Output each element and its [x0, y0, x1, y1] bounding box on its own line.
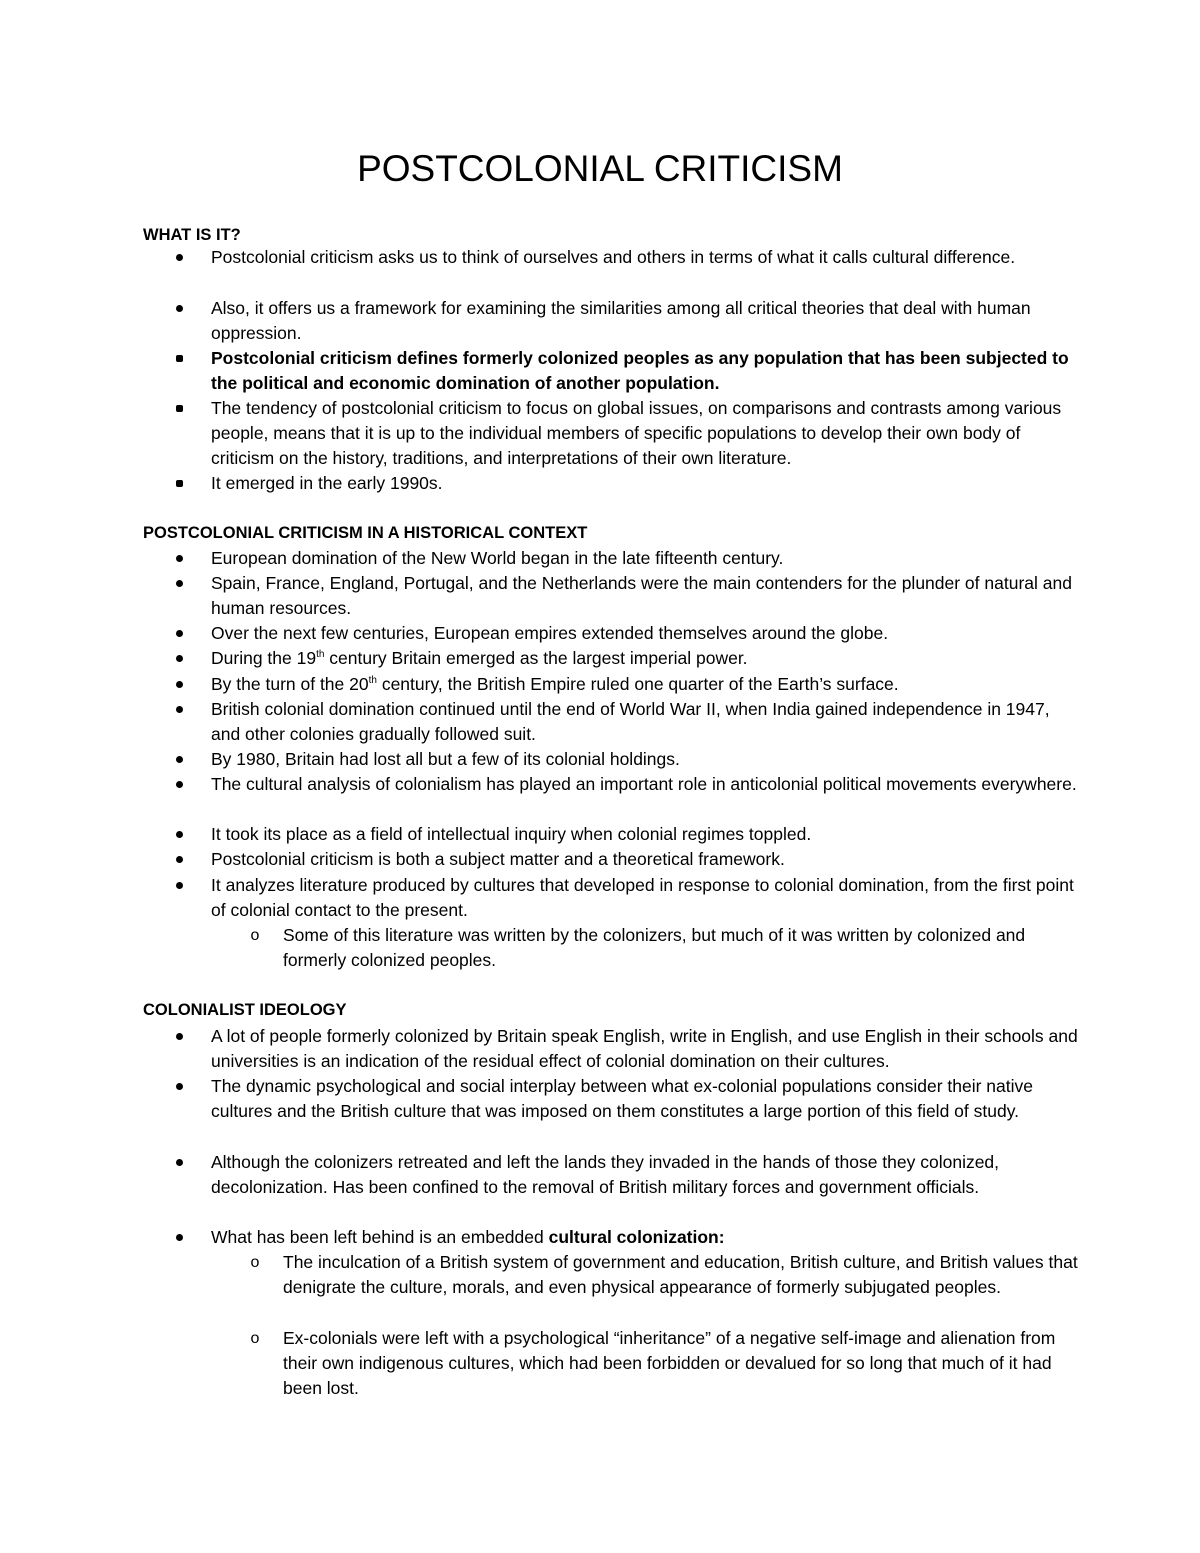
section-heading-colonialist-ideology: COLONIALIST IDEOLOGY [143, 1001, 347, 1019]
page-title: POSTCOLONIAL CRITICISM [357, 148, 843, 189]
sub-list-item: Some of this literature was written by the colonizers, but much of it was written by colonized and formerly colonized peoples. [283, 925, 1026, 971]
list-item: The tendency of postcolonial criticism to focus on global issues, on comparisons and contrasts among various people, means that it is up to the individual members of specific populations to develop their own body of criticism on the history, traditions, and interpretations of their own literature. [211, 398, 1062, 469]
bullet-icon [172, 847, 186, 872]
bullet-icon [172, 822, 186, 847]
bullet-icon [172, 621, 186, 646]
bullet-icon [172, 296, 186, 321]
bullet-icon [172, 747, 186, 772]
item-text: What has been left behind is an embedded [211, 1227, 549, 1247]
bullet-icon [172, 571, 186, 596]
list-item: The cultural analysis of colonialism has played an important role in anticolonial political movements everywhere. [211, 774, 1077, 794]
sub-bullet-marker: o [250, 1254, 260, 1271]
superscript: th [368, 675, 377, 686]
item-text: By the turn of the 20 [211, 674, 369, 694]
list-item: Also, it offers us a framework for examining the similarities among all critical theories that deal with human oppression. [211, 298, 1031, 344]
bullet-icon [172, 1024, 186, 1049]
bullet-icon [172, 546, 186, 571]
list-item [211, 646, 1081, 671]
list-item: The dynamic psychological and social interplay between what ex-colonial populations consider their native cultures and the British culture that was imposed on them constitutes a large portion of this field of study. [211, 1076, 1033, 1122]
sub-list-item: Ex-colonials were left with a psychological “inheritance” of a negative self-image and alienation from their own indigenous cultures, which had been forbidden or devalued for so long that much of it had been lost. [283, 1328, 1056, 1399]
bullet-icon [172, 646, 186, 671]
bullet-icon [172, 697, 186, 722]
list-item: Although the colonizers retreated and left the lands they invaded in the hands of those they colonized, decolonization. Has been confined to the removal of British military forces and government officials. [211, 1152, 1000, 1198]
list-item: It took its place as a field of intellectual inquiry when colonial regimes toppled. [211, 824, 812, 844]
list-item [211, 1225, 1081, 1250]
bullet-icon [172, 1150, 186, 1175]
list-item: Over the next few centuries, European empires extended themselves around the globe. [211, 623, 889, 643]
list-item: Spain, France, England, Portugal, and the Netherlands were the main contenders for the plunder of natural and human resources. [211, 573, 1072, 619]
bullet-icon [172, 1074, 186, 1099]
list-item: By 1980, Britain had lost all but a few of its colonial holdings. [211, 749, 680, 769]
list-item-bold: Postcolonial criticism defines formerly colonized peoples as any population that has been subjected to the political and economic domination of another population. [211, 348, 1069, 394]
bullet-icon [172, 873, 186, 898]
bullet-icon [172, 772, 186, 797]
bullet-icon [172, 396, 186, 421]
list-item: It emerged in the early 1990s. [211, 473, 443, 493]
superscript: th [316, 649, 325, 660]
item-text: century, the British Empire ruled one quarter of the Earth’s surface. [376, 674, 899, 694]
bullet-icon [172, 672, 186, 697]
list-item: European domination of the New World began in the late fifteenth century. [211, 548, 784, 568]
section-heading-what-is-it: WHAT IS IT? [143, 226, 241, 244]
sub-list-item: The inculcation of a British system of government and education, British culture, and British values that denigrate the culture, morals, and even physical appearance of formerly subjugated peoples. [283, 1252, 1078, 1298]
list-item: British colonial domination continued until the end of World War II, when India gained independence in 1947, and other colonies gradually followed suit. [211, 699, 1050, 745]
item-text-bold: cultural colonization: [548, 1227, 725, 1247]
list-item: Postcolonial criticism asks us to think of ourselves and others in terms of what it calls cultural difference. [211, 247, 1016, 267]
item-text: During the 19 [211, 648, 317, 668]
list-item: A lot of people formerly colonized by Britain speak English, write in English, and use English in their schools and universities is an indication of the residual effect of colonial domination on their cultures. [211, 1026, 1078, 1072]
sub-bullet-marker: o [250, 927, 260, 944]
bullet-icon [172, 471, 186, 496]
list-item [211, 672, 1081, 697]
section-heading-historical-context: POSTCOLONIAL CRITICISM IN A HISTORICAL CONTEXT [143, 524, 588, 542]
sub-bullet-marker: o [250, 1330, 260, 1347]
bullet-icon [172, 346, 186, 371]
list-item: It analyzes literature produced by cultures that developed in response to colonial domination, from the first point of colonial contact to the present. [211, 875, 1074, 921]
bullet-icon [172, 1225, 186, 1250]
bullet-icon [172, 245, 186, 270]
list-item: Postcolonial criticism is both a subject matter and a theoretical framework. [211, 849, 785, 869]
item-text: century Britain emerged as the largest imperial power. [324, 648, 748, 668]
